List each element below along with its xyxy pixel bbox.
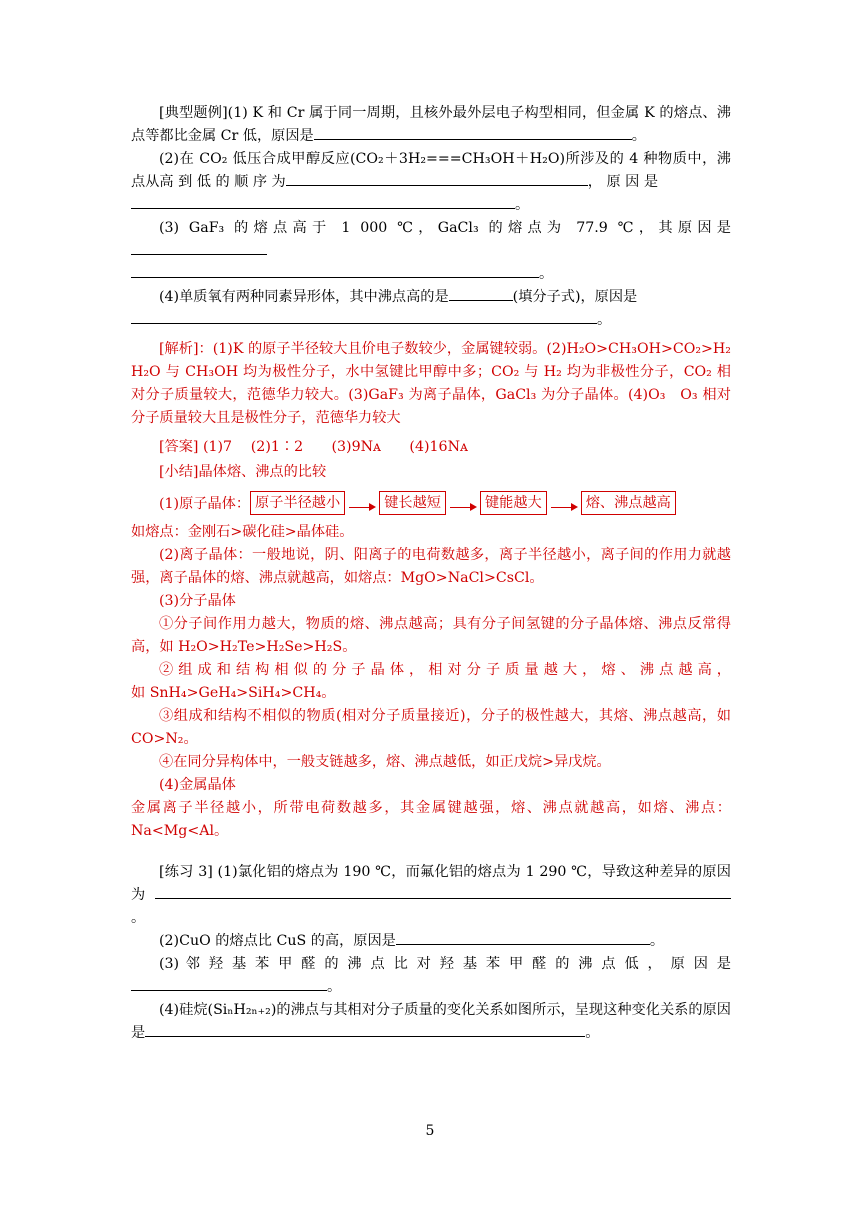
arrow-right-icon: [549, 497, 579, 509]
metallic-crystal-text: 金属离子半径越小，所带电荷数越多，其金属键越强，熔、沸点就越高，如熔、沸点：Na<Mg<Al。: [131, 800, 731, 839]
atomic-crystal-example: 如熔点：金刚石>碳化硅>晶体硅。: [131, 524, 354, 540]
example-question-4-continued: [131, 309, 731, 332]
question-text: 。: [597, 312, 612, 328]
answer-blank[interactable]: [314, 125, 632, 140]
section-gap: [131, 843, 731, 861]
question-text: (3) 邻 羟 基 苯 甲 醛 的 沸 点 比 对 羟 基 苯 甲 醛 的 沸 点 低 ， 原 因 是: [159, 956, 731, 972]
practice-question-4: [131, 999, 731, 1045]
practice-question-2: [131, 930, 731, 953]
question-text: 。: [649, 933, 665, 949]
molecular-rule-1: ①分子间作用力越大，物质的熔、沸点越高；具有分子间氢键的分子晶体熔、沸点反常得高，如 H₂O>H₂Te>H₂Se>H₂S。: [131, 616, 731, 655]
summary-title: [小结]晶体熔、沸点的比较: [159, 464, 327, 480]
flow-box-bond-energy: 键能越大: [480, 491, 547, 515]
question-text: (2)CuO 的熔点比 CuS 的高，原因是: [159, 933, 396, 949]
answer-blank[interactable]: [131, 240, 267, 255]
example-question-3-continued: [131, 263, 731, 286]
molecular-crystal-title: (3)分子晶体: [159, 593, 236, 609]
answer-blank[interactable]: [131, 194, 515, 209]
question-text: (填分子式)，原因是: [512, 289, 638, 305]
example-question-1: [131, 102, 731, 148]
answer-blank[interactable]: [155, 884, 731, 899]
answer-blank[interactable]: [396, 930, 650, 945]
analysis-text: [解析]：(1)K 的原子半径较大且价电子数较少，金属键较弱。(2)H₂O>CH₃OH>CO₂>H₂ H₂O 与 CH₃OH 均为极性分子，水中氢键比甲醇中多；CO₂ 与 H₂ 均为非极性分子，CO₂ 相对分子质量较大，范德华力较大。(3)GaF₃ 为离子晶体，GaCl₃ 为分子晶体。(4)O₃ O₃ 相对分子质量较大且是极性分子，范德华力较大: [131, 341, 731, 426]
question-text: [典型题例](1) K 和 Cr 属于同一周期，且核外最外层电子构型相同，但金属 K 的熔点、沸点等都比金属 Cr 低，原因是: [131, 105, 731, 144]
answer-blank[interactable]: [286, 171, 588, 186]
molecular-rule-3: ③组成和结构不相似的物质(相对分子质量接近)，分子的极性越大，其熔、沸点越高，如 CO>N₂。: [131, 708, 731, 747]
question-text: 。: [131, 910, 146, 926]
arrow-right-icon: [347, 497, 377, 509]
molecular-rule-4: ④在同分异构体中，一般支链越多，熔、沸点越低，如正戊烷>异戊烷。: [159, 754, 611, 770]
question-text: (3) GaF₃ 的熔点高于 1 000 ℃，GaCl₃ 的熔点为 77.9 ℃，其原因是: [159, 220, 731, 236]
question-text: [练习 3] (1)氯化铝的熔点为 190 ℃，而氟化铝的熔点为 1 290 ℃，导致这种差异的原因为: [131, 864, 731, 903]
arrow-right-icon: [448, 497, 478, 509]
question-text: 。: [631, 128, 646, 144]
question-text: (4)单质氧有两种同素异形体，其中沸点高的是: [159, 289, 449, 305]
example-question-2: [131, 148, 731, 194]
question-text: (4)硅烷(SiₙH₂ₙ₊₂)的沸点与其相对分子质量的变化关系如图所示，呈现这种变化关系的原因是: [131, 1002, 731, 1041]
question-text: ， 原 因 是: [587, 174, 659, 190]
question-text: 。: [327, 979, 342, 995]
flow-box-boiling-point: 熔、沸点越高: [581, 491, 676, 515]
practice-question-3: [131, 953, 731, 999]
page-number: 5: [425, 1123, 435, 1139]
flow-box-atomic-radius: 原子半径越小: [250, 491, 345, 515]
example-question-2-continued: [131, 194, 731, 217]
answer-blank[interactable]: [131, 263, 539, 278]
example-question-3: [131, 217, 731, 263]
question-text: 。: [539, 266, 554, 282]
example-question-4: [131, 286, 731, 309]
answer-blank[interactable]: [145, 1022, 585, 1037]
answer-text: [答案] (1)7 (2)1∶2 (3)9Nᴀ (4)16Nᴀ: [159, 439, 468, 455]
question-text: 。: [515, 197, 530, 213]
question-text: (2)在 CO₂ 低压合成甲醇反应(CO₂＋3H₂===CH₃OH＋H₂O)所涉及的 4 种物质中，沸点从高 到 低 的 顺 序 为: [131, 151, 731, 190]
molecular-rule-2: ② 组 成 和 结 构 相 似 的 分 子 晶 体 ， 相 对 分 子 质 量 越 大 ， 熔 、 沸 点 越 高 ， 如 SnH₄>GeH₄>SiH₄>CH₄。: [131, 662, 731, 701]
atomic-crystal-label: (1)原子晶体：: [159, 496, 251, 512]
flow-box-bond-length: 键长越短: [379, 491, 446, 515]
metallic-crystal-title: (4)金属晶体: [159, 777, 236, 793]
atomic-crystal-flow: [131, 487, 731, 519]
page-content: [131, 102, 731, 1045]
answer-blank[interactable]: [449, 286, 513, 301]
ionic-crystal-text: (2)离子晶体：一般地说，阴、阳离子的电荷数越多，离子半径越小，离子间的作用力就越强，离子晶体的熔、沸点就越高，如熔点：MgO>NaCl>CsCl。: [131, 547, 731, 586]
practice-question-1: [131, 861, 731, 930]
question-text: 。: [585, 1025, 600, 1041]
answer-blank[interactable]: [131, 976, 327, 991]
answer-blank[interactable]: [131, 309, 597, 324]
